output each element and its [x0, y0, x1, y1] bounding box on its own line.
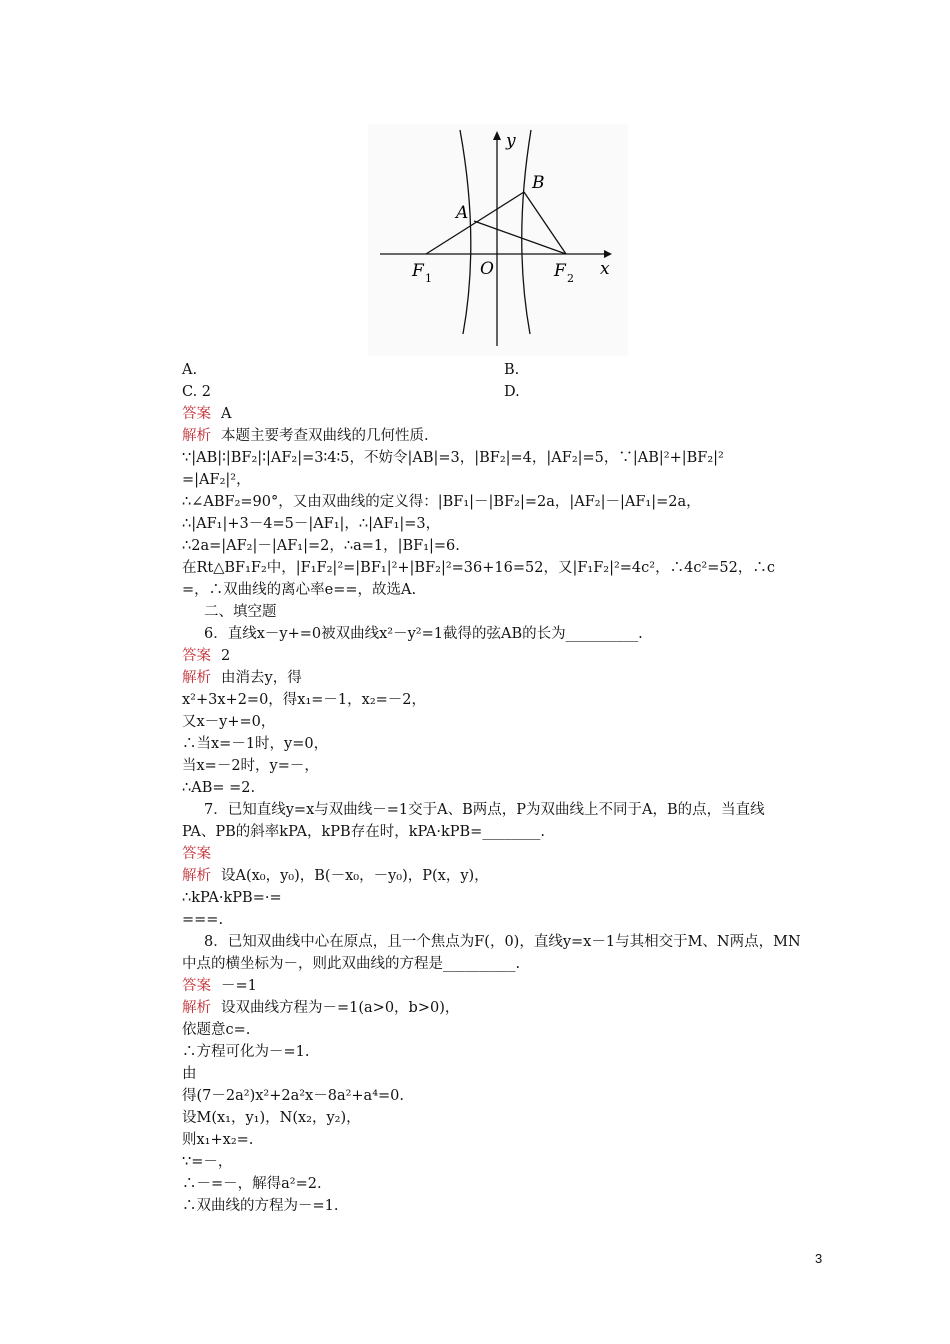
q7-line: ===.	[182, 912, 224, 928]
q8-line: 设M(x₁，y₁)，N(x₂，y₂)，	[182, 1110, 361, 1126]
label-o: O	[480, 259, 494, 279]
q6-line: ∴AB= =2.	[182, 780, 256, 796]
option-a: A.	[182, 362, 198, 378]
page-number: 3	[815, 1251, 823, 1266]
label-f1-sub: 1	[425, 272, 432, 285]
answer-value: －=1	[221, 978, 257, 994]
q7-stem-cont: PA、PB的斜率kPA，kPB存在时，kPA·kPB=________.	[182, 824, 545, 840]
answer-label: 答案	[182, 406, 211, 422]
q5-analysis-line	[182, 426, 429, 446]
q8-line: 由	[182, 1066, 197, 1082]
q8-answer-line	[182, 976, 257, 996]
q5-answer-line	[182, 404, 231, 424]
q6-line: x²+3x+2=0，得x₁=－1，x₂=－2，	[182, 692, 427, 708]
q7-stem: 7．已知直线y=x与双曲线－=1交于A、B两点，P为双曲线上不同于A，B的点，当直线	[204, 802, 765, 818]
label-a: A	[456, 203, 469, 223]
option-d: D.	[504, 384, 520, 400]
analysis-label: 解析	[182, 670, 211, 686]
q6-line: ∴当x=－1时，y=0，	[182, 736, 329, 752]
answer-label: 答案	[182, 978, 211, 994]
answer-label: 答案	[182, 846, 211, 862]
label-f2: F	[554, 261, 566, 281]
q5-line: ∴|AF₁|+3－4=5－|AF₁|，∴|AF₁|=3，	[182, 516, 441, 532]
q8-line: 则x₁+x₂=.	[182, 1132, 254, 1148]
q6-answer-line	[182, 646, 230, 666]
q6-stem: 6．直线x－y+=0被双曲线x²－y²=1截得的弦AB的长为__________.	[204, 626, 643, 642]
y-axis-arrow	[493, 131, 501, 140]
hyperbola-figure	[368, 124, 628, 356]
q8-line: ∵=－，	[182, 1154, 233, 1170]
analysis-label: 解析	[182, 868, 211, 884]
q5-line: =，∴双曲线的离心率e==，故选A.	[182, 582, 417, 598]
label-f1: F	[412, 261, 424, 281]
q8-analysis-line	[182, 998, 459, 1018]
q8-line: 得(7－2a²)x²+2a²x－8a²+a⁴=0.	[182, 1088, 404, 1104]
label-x: x	[600, 259, 610, 279]
segment-f1-b	[426, 192, 524, 254]
q8-line: ∴双曲线的方程为－=1.	[182, 1198, 339, 1214]
q6-analysis-line	[182, 668, 302, 688]
analysis-label: 解析	[182, 1000, 211, 1016]
q6-line: 当x=－2时，y=－，	[182, 758, 319, 774]
q7-line: ∴kPA·kPB=·=	[182, 890, 282, 906]
q8-stem: 8．已知双曲线中心在原点，且一个焦点为F(，0)，直线y=x－1与其相交于M、N两点，MN	[204, 934, 801, 950]
x-axis-arrow	[604, 250, 612, 258]
q8-line: 依题意c=.	[182, 1022, 251, 1038]
hyperbola-diagram	[368, 124, 628, 356]
q8-stem-cont: 中点的横坐标为－，则此双曲线的方程是__________.	[182, 956, 521, 972]
analysis-text: 本题主要考查双曲线的几何性质.	[221, 428, 429, 444]
right-branch	[522, 130, 531, 334]
label-f2-sub: 2	[567, 272, 574, 285]
analysis-text: 设双曲线方程为－=1(a>0，b>0)，	[221, 1000, 460, 1016]
analysis-text: 由消去y，得	[221, 670, 302, 686]
q8-line: ∴方程可化为－=1.	[182, 1044, 310, 1060]
label-b: B	[532, 173, 545, 193]
option-c: C. 2	[182, 384, 212, 400]
segment-b-f2	[524, 192, 566, 254]
q6-line: 又x－y+=0，	[182, 714, 276, 730]
q5-line: 在Rt△BF₁F₂中，|F₁F₂|²=|BF₁|²+|BF₂|²=36+16=52，又|F₁F₂|²=4c²，∴4c²=52，∴c	[182, 560, 775, 576]
option-b: B.	[504, 362, 520, 378]
segment-a-f2	[474, 221, 566, 254]
answer-value: A	[221, 406, 232, 422]
q5-line: ∴∠ABF₂=90°，又由双曲线的定义得：|BF₁|－|BF₂|=2a，|AF₂|－|AF₁|=2a，	[182, 494, 701, 510]
analysis-label: 解析	[182, 428, 211, 444]
section-title: 二、填空题	[204, 604, 277, 620]
answer-value: 2	[221, 648, 231, 664]
answer-label: 答案	[182, 648, 211, 664]
q5-line: ∴2a=|AF₂|－|AF₁|=2，∴a=1，|BF₁|=6.	[182, 538, 460, 554]
q5-line: =|AF₂|²，	[182, 472, 251, 488]
label-y: y	[506, 131, 516, 151]
analysis-text: 设A(x₀，y₀)，B(－x₀，－y₀)，P(x，y)，	[221, 868, 489, 884]
q8-line: ∴－=－，解得a²=2.	[182, 1176, 322, 1192]
q5-line: ∵|AB|∶|BF₂|∶|AF₂|=3∶4∶5，不妨令|AB|=3，|BF₂|=4，|AF₂|=5，∵|AB|²+|BF₂|²	[182, 450, 724, 466]
q7-answer-line	[182, 844, 211, 864]
q7-analysis-line	[182, 866, 489, 886]
